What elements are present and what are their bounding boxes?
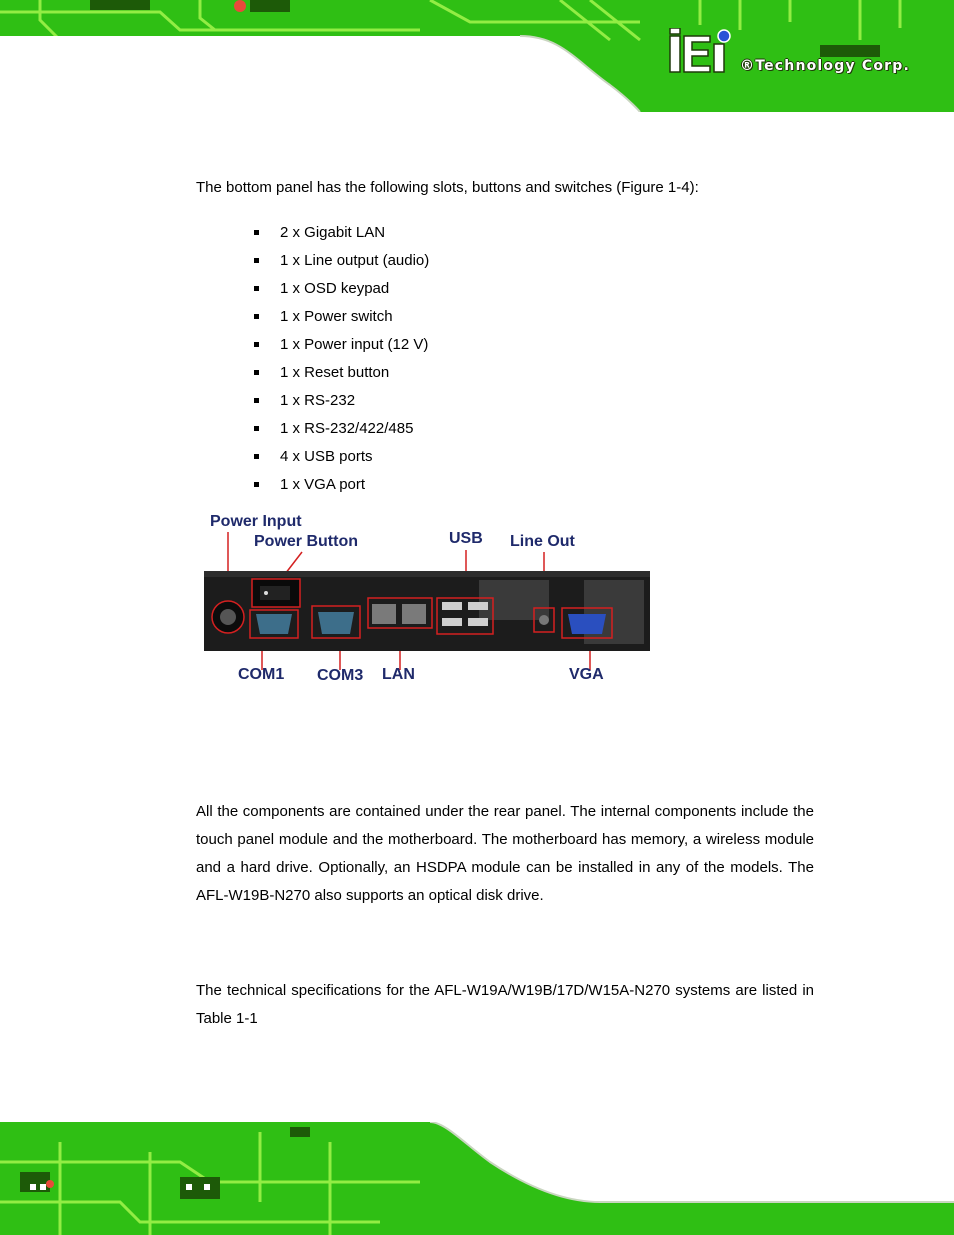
- bullet-square-icon: [254, 426, 259, 431]
- iei-logo-icon: [668, 28, 738, 76]
- list-item: [252, 303, 429, 331]
- list-item-text: 1 x RS-232: [280, 392, 356, 409]
- specifications-paragraph: The technical specifications for the AFL-W19A/W19B/17D/W15A-N270 systems are listed in Table 1-1: [196, 982, 814, 1027]
- brand-text: ®Technology Corp.: [740, 58, 911, 74]
- list-item: [252, 219, 429, 247]
- list-item: [252, 247, 429, 275]
- list-item: [252, 387, 429, 415]
- callout-usb: USB: [449, 530, 483, 547]
- bullet-square-icon: [254, 314, 259, 319]
- bottom-panel-photo: [204, 510, 650, 690]
- header-banner: [0, 0, 954, 112]
- list-item: [252, 471, 429, 499]
- footer-banner: [0, 1122, 954, 1235]
- bullet-square-icon: [254, 370, 259, 375]
- callout-lan: LAN: [382, 666, 415, 683]
- bullet-square-icon: [254, 454, 259, 459]
- bullet-square-icon: [254, 230, 259, 235]
- list-item-text: 1 x Reset button: [280, 364, 390, 381]
- bullet-square-icon: [254, 482, 259, 487]
- callout-power-button: Power Button: [254, 533, 358, 550]
- internal-components-paragraph: All the components are contained under the rear panel. The internal components include the touch panel module and the motherboard. The motherboard has memory, a wireless module and a hard drive. Optionally, an HSDPA module can be installed in any of the models. The AFL-W19B-N270 also supports an optical disk drive.: [196, 803, 814, 904]
- feature-list: [252, 219, 429, 499]
- list-item-text: 1 x Line output (audio): [280, 252, 430, 269]
- list-item-text: 2 x Gigabit LAN: [280, 224, 386, 241]
- callout-com3: COM3: [317, 667, 364, 684]
- callout-com1: COM1: [238, 666, 285, 683]
- callout-line-out: Line Out: [510, 533, 575, 550]
- list-item: [252, 359, 429, 387]
- list-item-text: 1 x RS-232/422/485: [280, 420, 414, 437]
- bullet-square-icon: [254, 258, 259, 263]
- bottom-panel-figure: [204, 510, 650, 690]
- bullet-square-icon: [254, 342, 259, 347]
- callout-vga: VGA: [569, 666, 604, 683]
- list-item: [252, 275, 429, 303]
- list-item-text: 1 x Power switch: [280, 308, 393, 325]
- list-item-text: 1 x OSD keypad: [280, 280, 390, 297]
- bullet-square-icon: [254, 398, 259, 403]
- list-item: [252, 415, 429, 443]
- bullet-square-icon: [254, 286, 259, 291]
- list-item: [252, 443, 429, 471]
- intro-paragraph: The bottom panel has the following slots, buttons and switches (Figure 1-4):: [196, 179, 699, 196]
- company-logo: [668, 28, 938, 80]
- list-item: [252, 331, 429, 359]
- callout-power-input: Power Input: [210, 513, 302, 530]
- list-item-text: 1 x VGA port: [280, 476, 366, 493]
- list-item-text: 1 x Power input (12 V): [280, 336, 429, 353]
- list-item-text: 4 x USB ports: [280, 448, 373, 465]
- circuit-board-footer-graphic: [0, 1122, 954, 1235]
